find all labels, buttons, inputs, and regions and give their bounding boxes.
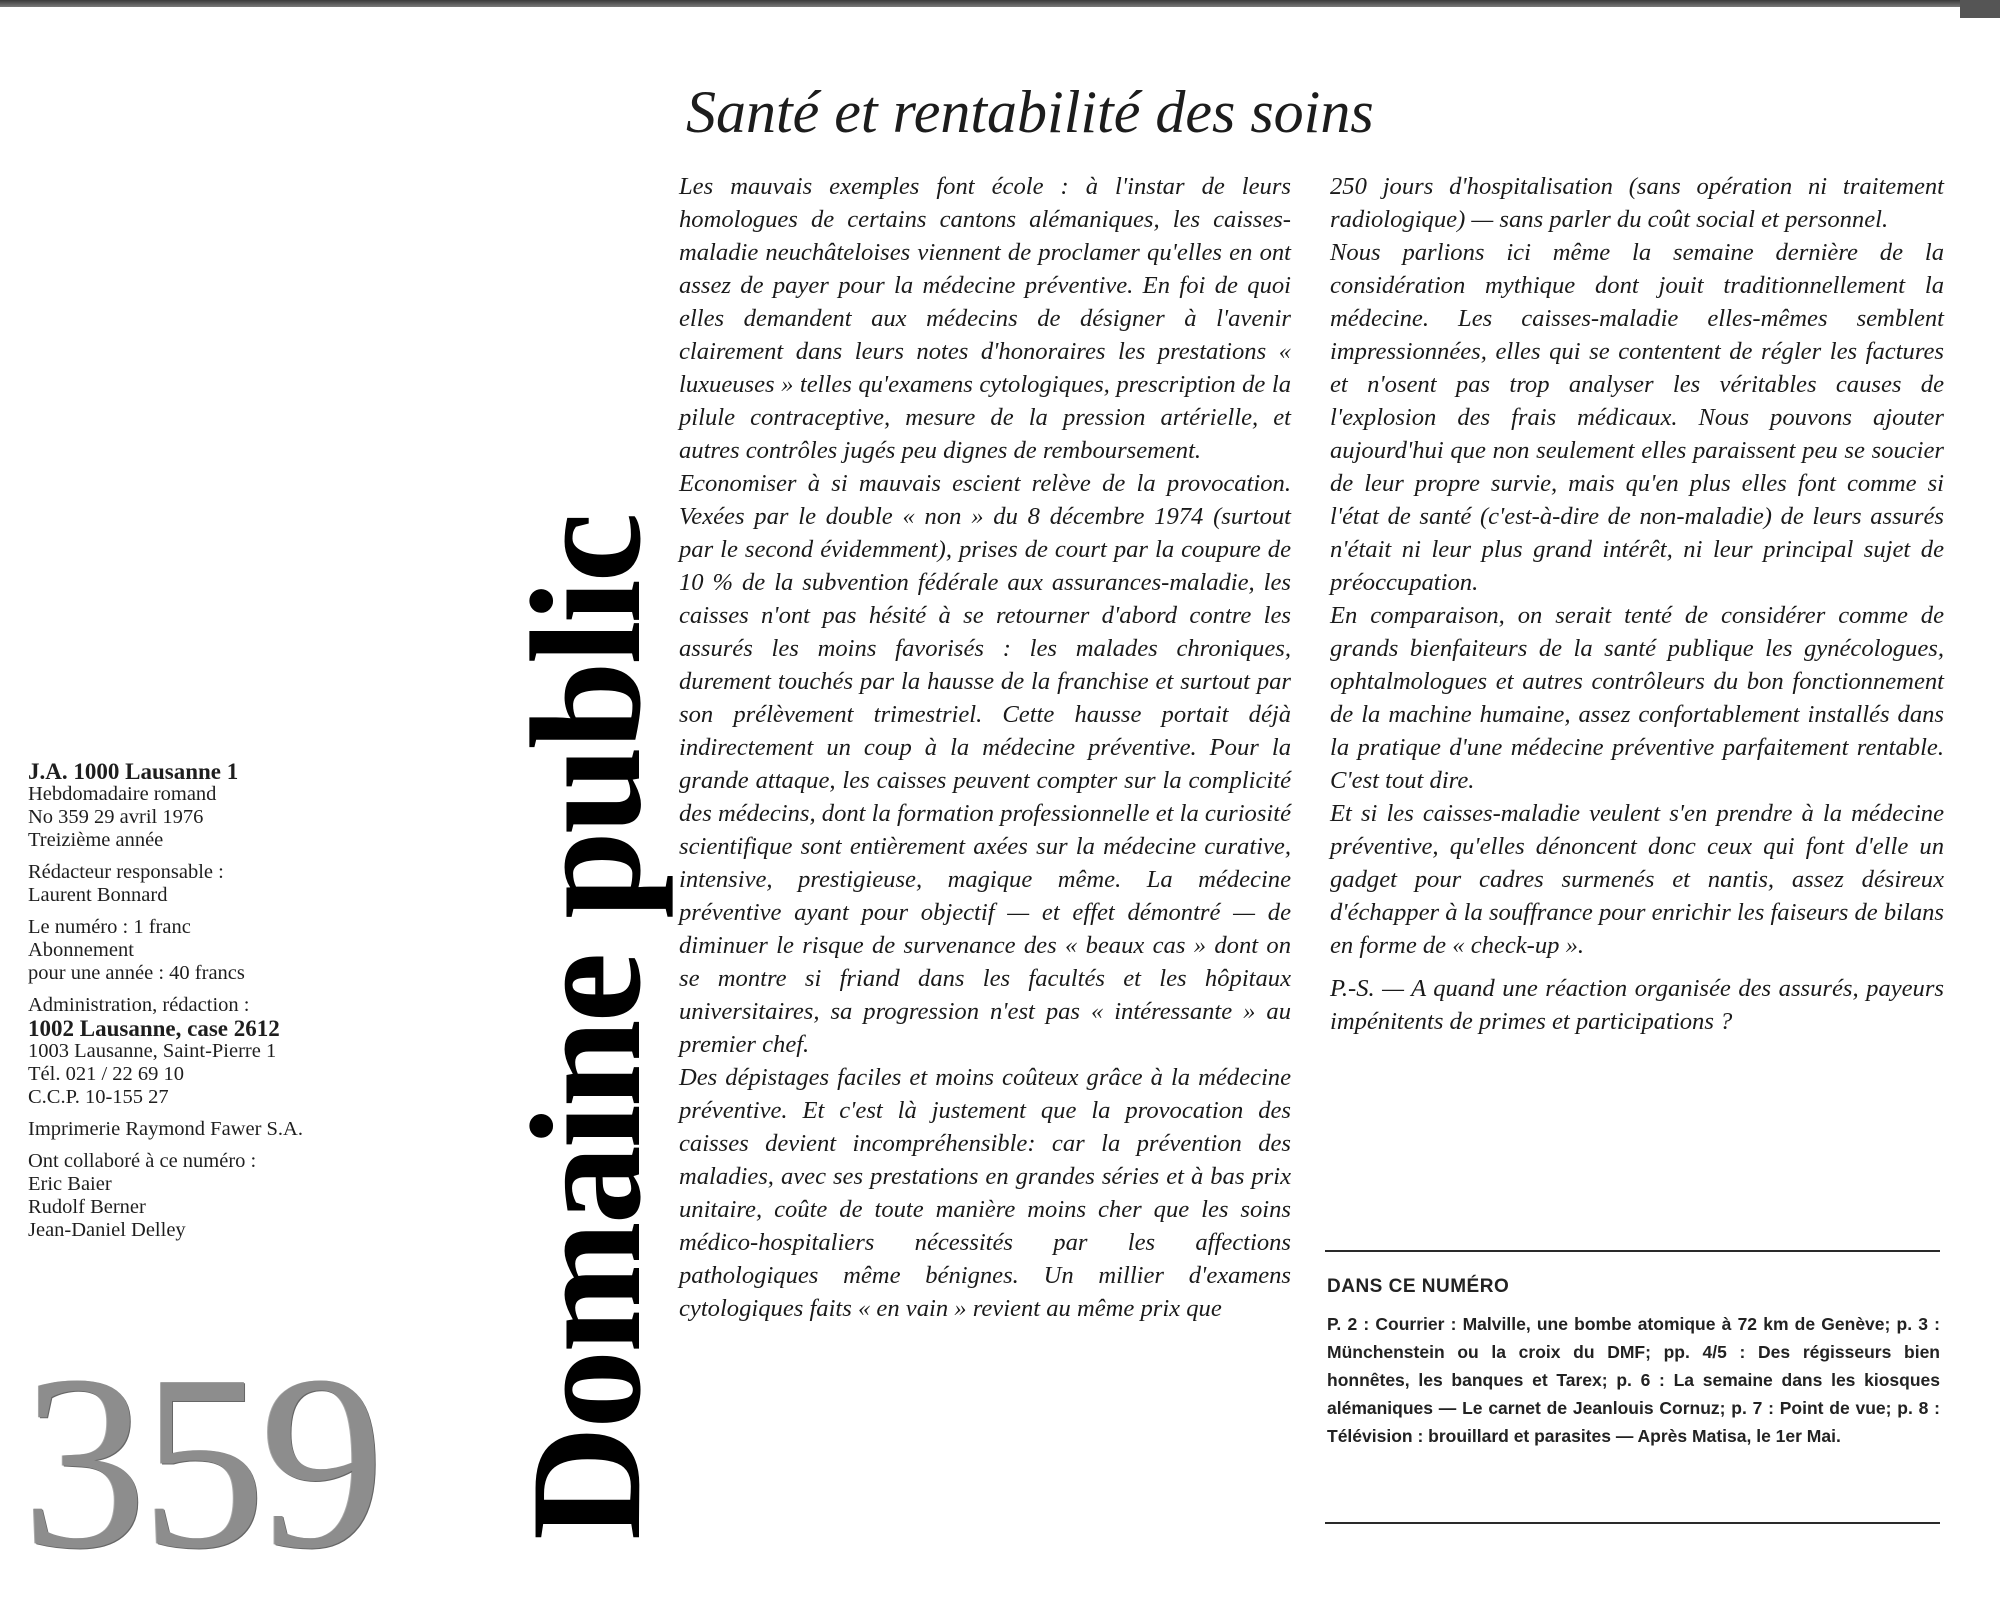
colophon-ja: J.A. 1000 Lausanne 1 (28, 759, 239, 784)
top-corner-mark (1960, 0, 2000, 18)
colophon (28, 760, 388, 1251)
colophon-phone: Tél. 021 / 22 69 10 (28, 1063, 185, 1085)
article-paragraph: 250 jours d'hospitalisation (sans opération ni traitement radiologique) — sans parler du coût social et personnel. (1330, 173, 1944, 233)
contents-bottom-rule (1325, 1522, 1940, 1524)
headline: Santé et rentabilité des soins (686, 79, 1374, 145)
contents-box (1327, 1274, 1940, 1450)
contents-title: DANS CE NUMÉRO (1327, 1276, 1510, 1297)
masthead: Domaine public (499, 515, 674, 1540)
article-column-right (1330, 170, 1944, 1038)
colophon-issue-date: No 359 29 avril 1976 (28, 806, 204, 828)
contents-body: P. 2 : Courrier : Malville, une bombe atomique à 72 km de Genève; p. 3 : Münchenstein ou la croix du DMF; pp. 4/5 : Des régisseurs bien honnêtes, les banques et Tarex; p. 6 : La semaine dans les kiosques alémaniques — Le carnet de Jeanlouis Cornuz; p. 7 : Point de vue; p. 8 : Télévision : brouillard et parasites — Après Matisa, le 1er Mai. (1327, 1314, 1940, 1446)
article-paragraph: Et si les caisses-maladie veulent s'en prendre à la médecine préventive, qu'elles dénoncent donc ceux qui font d'elle un gadget pour cadres surmenés et nantis, assez désireux d'échapper à la souffrance pour enrichir les faiseurs de bilans en forme de « check-up ». (1330, 800, 1944, 959)
colophon-subscription-price: pour une année : 40 francs (28, 962, 245, 984)
contributor-name: Eric Baier (28, 1173, 112, 1195)
postscript: P.-S. — A quand une réaction organisée des assurés, payeurs impénitents de primes et participations ? (1330, 975, 1944, 1035)
colophon-printer: Imprimerie Raymond Fawer S.A. (28, 1118, 303, 1140)
colophon-weekly: Hebdomadaire romand (28, 783, 217, 805)
article-paragraph: Les mauvais exemples font école : à l'instar de leurs homologues de certains cantons alémaniques, les caisses-maladie neuchâteloises viennent de proclamer qu'elles en ont assez de payer pour la médecine préventive. En foi de quoi elles demandent aux médecins de désigner à l'avenir clairement dans leurs notes d'honoraires les prestations « luxueuses » telles qu'examens cytologiques, prescription de la pilule contraceptive, mesure de la pression artérielle, et autres contrôles jugés peu dignes de remboursement. (679, 173, 1291, 464)
contents-top-rule (1325, 1250, 1940, 1252)
colophon-editor-label: Rédacteur responsable : (28, 861, 224, 883)
colophon-subscription: Abonnement (28, 939, 134, 961)
contributor-name: Jean-Daniel Delley (28, 1219, 186, 1241)
colophon-editor-name: Laurent Bonnard (28, 884, 168, 906)
contributor-name: Rudolf Berner (28, 1196, 146, 1218)
article-paragraph: Nous parlions ici même la semaine dernière de la considération mythique dont jouit traditionnellement la médecine. Les caisses-maladie elles-mêmes semblent impressionnées, elles qui se contentent de régler les factures et n'osent pas trop analyser les véritables causes de l'explosion des frais médicaux. Nous pouvons ajouter aujourd'hui que non seulement elles paraissent peu se soucier de leur propre survie, mais qu'en plus elles font comme si l'état de santé (c'est-à-dire de non-maladie) de leurs assurés n'était ni leur plus grand intérêt, ni leur principal sujet de préoccupation. (1330, 239, 1944, 596)
top-rule (0, 0, 2000, 7)
colophon-address-bold: 1002 Lausanne, case 2612 (28, 1016, 280, 1041)
issue-number: 359 (22, 1324, 379, 1601)
article-paragraph: En comparaison, on serait tenté de considérer comme de grands bienfaiteurs de la santé publique les gynécologues, ophtalmologues et autres contrôleurs du bon fonctionnement de la machine humaine, assez confortablement installés dans la pratique d'une médecine préventive parfaitement rentable. C'est tout dire. (1330, 602, 1944, 794)
article-paragraph: Economiser à si mauvais escient relève de la provocation. Vexées par le double « non » du 8 décembre 1974 (surtout par le second évidemment), prises de court par la coupure de 10 % de la subvention fédérale aux assurances-maladie, les caisses n'ont pas hésité à se retourner d'abord contre les assurés les moins favorisés : les malades chroniques, durement touchés par la hausse de la franchise et surtout par son prélèvement trimestriel. Cette hausse portait déjà indirectement un coup à la médecine préventive. Pour la grande attaque, les caisses peuvent compter sur la complicité des médecins, dont la formation professionnelle et la curiosité scientifique sont entièrement axées sur la médecine curative, intensive, prestigieuse, magique même. La médecine préventive ayant pour objectif — et effet démontré — de diminuer le risque de survenance des « beaux cas » dont on se montre si friand dans les facultés et les hôpitaux universitaires, sa progression n'est pas « intéressante » au premier chef. (679, 470, 1291, 1058)
colophon-year: Treizième année (28, 829, 164, 851)
colophon-contributors-label: Ont collaboré à ce numéro : (28, 1150, 257, 1172)
colophon-admin-label: Administration, rédaction : (28, 994, 250, 1016)
article-column-left (679, 170, 1291, 1325)
article-paragraph: Des dépistages faciles et moins coûteux grâce à la médecine préventive. Et c'est là justement que la provocation des caisses devient incompréhensible: car la prévention des maladies, avec ses prestations en grandes séries et à bas prix unitaire, coûte de toute manière moins cher que les soins médico-hospitaliers nécessités par les affections pathologiques même bénignes. Un millier d'examens cytologiques faits « en vain » revient au même prix que (679, 1064, 1291, 1322)
colophon-price: Le numéro : 1 franc (28, 916, 191, 938)
colophon-address: 1003 Lausanne, Saint-Pierre 1 (28, 1040, 277, 1062)
colophon-ccp: C.C.P. 10-155 27 (28, 1086, 169, 1108)
